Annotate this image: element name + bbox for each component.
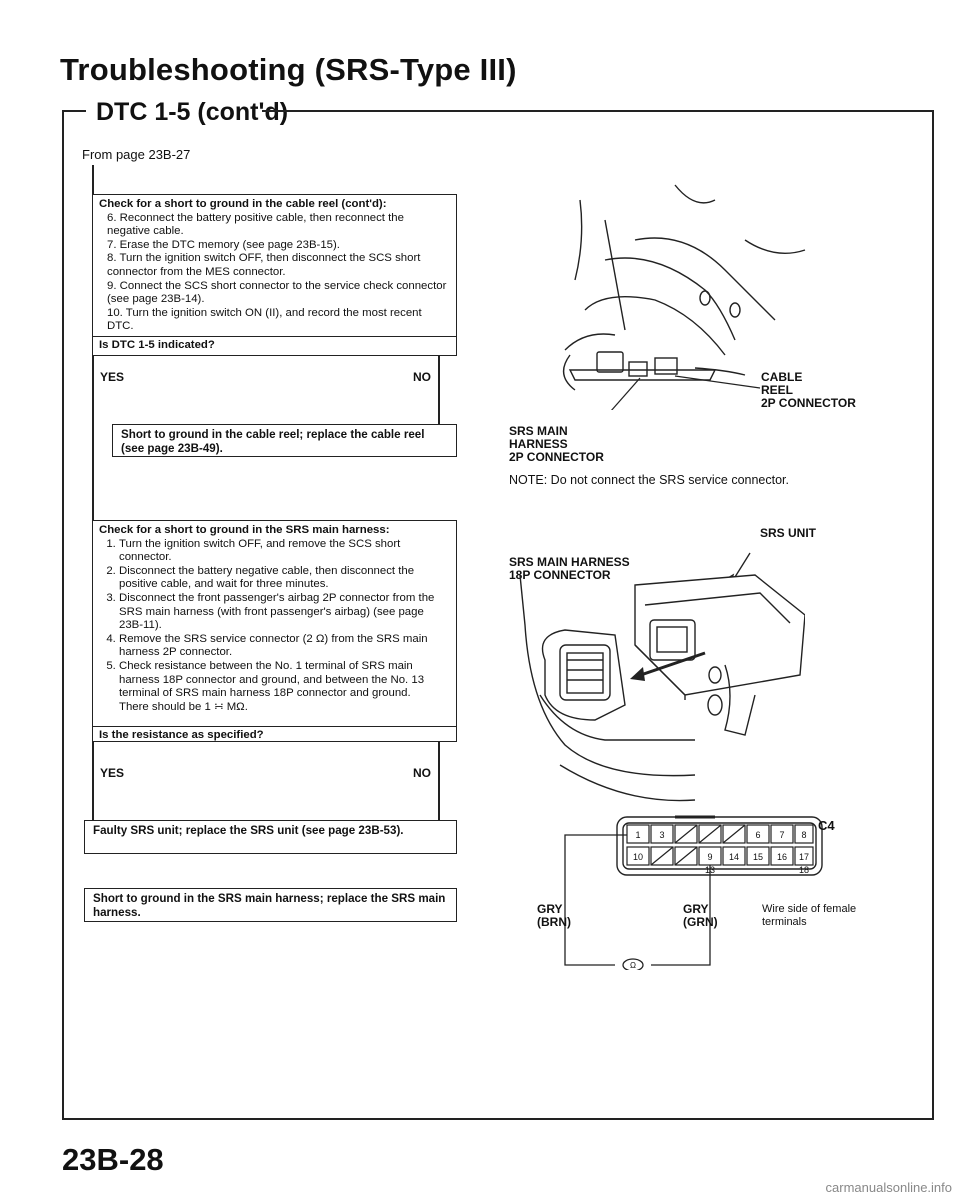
step1-item: 8. Turn the ignition switch OFF, then disconnect the SCS short connector from the MES connector. bbox=[107, 252, 421, 278]
terminal-label: 18 bbox=[798, 865, 810, 875]
terminal-label: 16 bbox=[776, 852, 788, 862]
step1-item: 7. Erase the DTC memory (see page 23B-15). bbox=[107, 238, 340, 251]
harness-label-line: 2P CONNECTOR bbox=[509, 450, 604, 464]
harness-label-line: HARNESS bbox=[509, 437, 568, 451]
cable-reel-label-line: REEL bbox=[761, 383, 794, 397]
step1-item: 10. Turn the ignition switch ON (II), and record the most recent DTC. bbox=[107, 306, 422, 333]
terminal-label: 8 bbox=[801, 830, 807, 840]
cable-reel-label bbox=[761, 371, 856, 410]
step1-box bbox=[92, 194, 457, 356]
result-srs-unit-box: Faulty SRS unit; replace the SRS unit (see page 23B-53). bbox=[84, 820, 457, 854]
section-title: DTC 1-5 (cont'd) bbox=[96, 98, 289, 126]
result-main-harness-box: Short to ground in the SRS main harness; replace the SRS main harness. bbox=[84, 888, 457, 922]
flow-line bbox=[438, 355, 440, 425]
step1-item: 9. Connect the SCS short connector to the service check connector (see page 23B-14). bbox=[107, 279, 447, 306]
terminal-label: 15 bbox=[752, 852, 764, 862]
caption-line: Wire side of female bbox=[762, 903, 857, 915]
connector-code-label: C4 bbox=[818, 818, 835, 833]
note-text: NOTE: Do not connect the SRS service connector. bbox=[509, 473, 789, 487]
terminal-label: 3 bbox=[659, 830, 665, 840]
from-page-reference: From page 23B-27 bbox=[82, 147, 191, 162]
caption-line: terminals bbox=[762, 916, 807, 928]
terminal-label: 10 bbox=[632, 852, 644, 862]
cable-reel-label-line: CABLE bbox=[761, 370, 803, 384]
cable-reel-label-line: 2P CONNECTOR bbox=[761, 396, 856, 410]
step2-item: 1. Turn the ignition switch OFF, and remove the SCS short connector. bbox=[119, 538, 450, 565]
watermark: carmanualsonline.info bbox=[825, 1180, 952, 1195]
flow-line bbox=[92, 355, 94, 520]
step2-spec: There should be 1 ∺ MΩ. bbox=[119, 700, 248, 713]
step2-heading: Check for a short to ground in the SRS main harness: bbox=[99, 524, 390, 536]
page-number: 23B-28 bbox=[62, 1142, 164, 1177]
step1-question: Is DTC 1-5 indicated? bbox=[92, 336, 457, 353]
step2-box bbox=[92, 520, 457, 742]
step2-item: 2. Disconnect the battery negative cable, then disconnect the positive cable, and wait for three minutes. bbox=[119, 565, 450, 592]
harness-label-line: SRS MAIN bbox=[509, 424, 568, 438]
harness-18p-label-line: SRS MAIN HARNESS bbox=[509, 555, 630, 569]
step1-item: 6. Reconnect the battery positive cable, then reconnect the negative cable. bbox=[107, 211, 404, 238]
result-cable-reel-box: Short to ground in the cable reel; replace the cable reel (see page 23B-49). bbox=[112, 424, 457, 457]
wire-color-alt: (GRN) bbox=[683, 915, 718, 929]
wire-side-caption bbox=[762, 903, 856, 929]
terminal-label: 6 bbox=[755, 830, 761, 840]
step2-item: 3. Disconnect the front passenger's airbag 2P connector from the SRS main harness (with front passenger's airbag) (see page 23B-11). bbox=[119, 592, 450, 633]
wire-right-label bbox=[683, 903, 718, 929]
step2-question: Is the resistance as specified? bbox=[92, 726, 457, 743]
step1-heading: Check for a short to ground in the cable reel (cont'd): bbox=[99, 198, 387, 210]
ohm-meter-symbol: Ω bbox=[630, 961, 636, 970]
wire-color: GRY bbox=[537, 902, 563, 916]
srs-main-harness-2p-label bbox=[509, 425, 604, 464]
step1-yes-label: YES bbox=[100, 370, 125, 384]
harness-18p-label-line: 18P CONNECTOR bbox=[509, 568, 611, 582]
wire-color-alt: (BRN) bbox=[537, 915, 571, 929]
terminal-label: 1 bbox=[635, 830, 641, 840]
step2-item: 4. Remove the SRS service connector (2 Ω) from the SRS main harness 2P connector. bbox=[119, 633, 450, 660]
step2-yes-label: YES bbox=[100, 766, 125, 780]
step1-list bbox=[99, 212, 450, 334]
terminal-label: 14 bbox=[728, 852, 740, 862]
step2-list bbox=[99, 538, 450, 701]
connector-c4-diagram bbox=[555, 815, 845, 970]
flow-line bbox=[438, 742, 440, 820]
flow-line bbox=[92, 165, 94, 195]
wire-left-label bbox=[537, 903, 571, 929]
wire-color: GRY bbox=[683, 902, 709, 916]
step1-no-label: NO bbox=[413, 370, 431, 384]
step2-item: 5. Check resistance between the No. 1 terminal of SRS main harness 18P connector and ground, and between the No. 13 terminal of SRS main harness 18P connector and ground. bbox=[119, 660, 450, 701]
terminal-label: 7 bbox=[779, 830, 785, 840]
terminal-label: 9 bbox=[707, 852, 713, 862]
step2-no-label: NO bbox=[413, 766, 431, 780]
terminal-label: 13 bbox=[704, 865, 716, 875]
page-title: Troubleshooting (SRS-Type III) bbox=[60, 52, 517, 87]
srs-unit-label: SRS UNIT bbox=[760, 526, 817, 540]
terminal-label: 17 bbox=[798, 852, 810, 862]
srs-unit-illustration bbox=[505, 545, 805, 810]
